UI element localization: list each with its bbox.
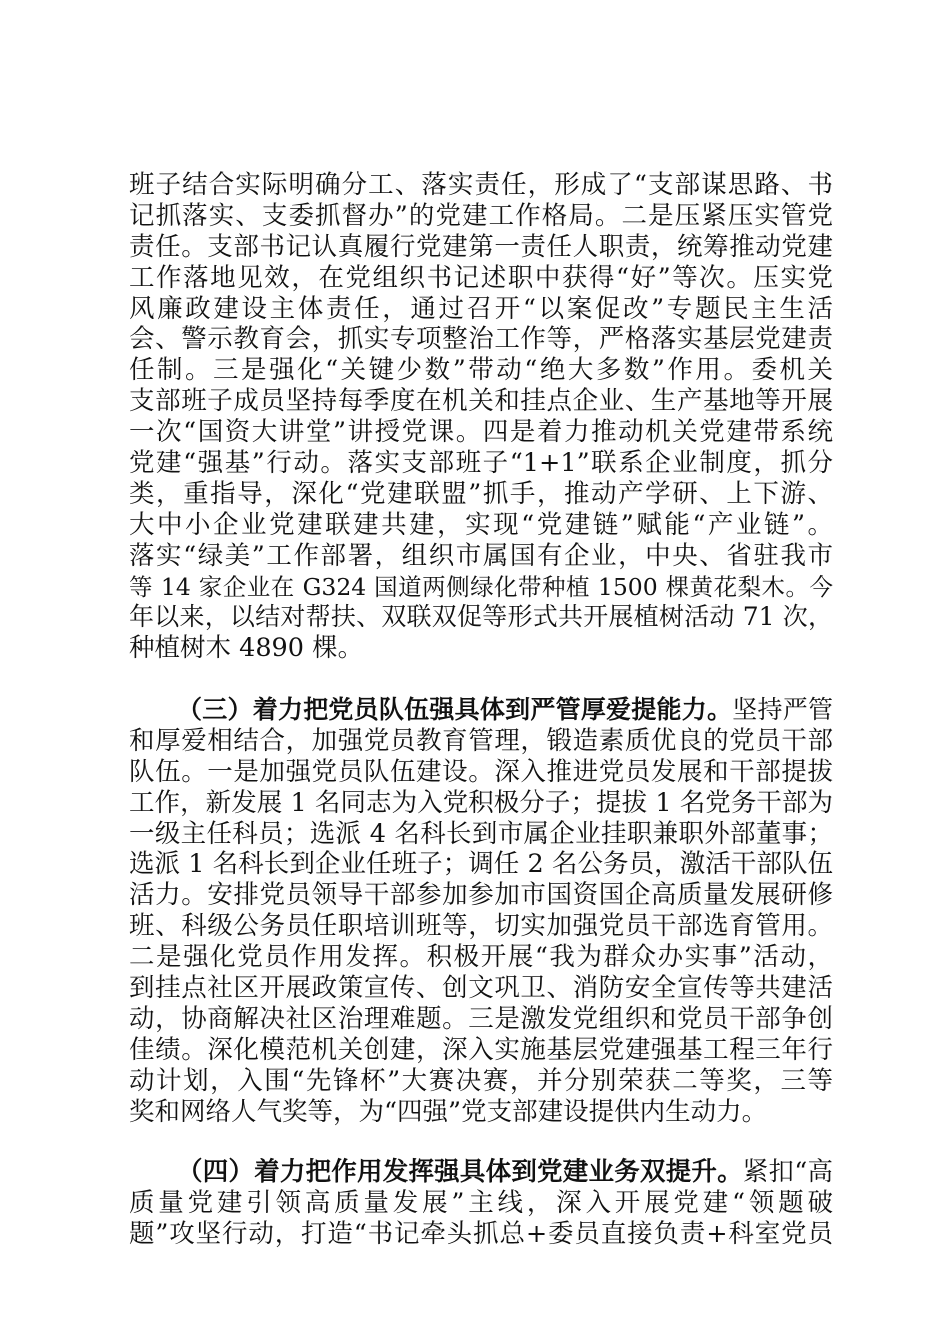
text-line: 党建“强基”行动。落实支部班子“1+1”联系企业制度，抓分 [129,448,833,479]
text-line: 佳绩。深化模范机关创建，深入实施基层党建强基工程三年行 [129,1034,833,1065]
paragraph-3 [129,1157,833,1250]
text-line: 支部班子成员坚持每季度在机关和挂点企业、生产基地等开展 [129,386,833,417]
text-line: 记抓落实、支委抓督办”的党建工作格局。二是压紧压实管党 [129,200,833,231]
text-line: 大中小企业党建联建共建，实现“党建链”赋能“产业链”。 [129,509,833,540]
section-heading: （三）着力把党员队伍强具体到严管厚爱提能力。 [177,694,733,724]
text-line: 一级主任科员；选派 4 名科长到市属企业挂职兼职外部董事； [129,818,833,849]
text-line: 责任。支部书记认真履行党建第一责任人职责，统筹推动党建 [129,231,833,262]
text-line: 落实“绿美”工作部署，组织市属国有企业，中央、省驻我市 [129,540,833,571]
text-line: 题”攻坚行动，打造“书记牵头抓总+委员直接负责+科室党员 [129,1218,833,1249]
text-line: 到挂点社区开展政策宣传、创文巩卫、消防安全宣传等共建活 [129,972,833,1003]
text-line: 风廉政建设主体责任，通过召开“以案促改”专题民主生活 [129,293,833,324]
text-line: 工作，新发展 1 名同志为入党积极分子；提拔 1 名党务干部为 [129,787,833,818]
document-body [129,170,833,1249]
text-line: 奖和网络人气奖等，为“四强”党支部建设提供内生动力。 [129,1096,768,1127]
text-line: 任制。三是强化“关键少数”带动“绝大多数”作用。委机关 [129,355,833,386]
paragraph-first-line [129,1157,833,1188]
text-run: 坚持严管 [732,694,833,724]
text-line: 类，重指导，深化“党建联盟”抓手，推动产学研、上下游、 [129,478,833,509]
text-line: 二是强化党员作用发挥。积极开展“我为群众办实事”活动， [129,942,833,973]
paragraph-2 [129,695,833,1127]
text-line: 选派 1 名科长到企业任班子；调任 2 名公务员，激活干部队伍 [129,849,833,880]
text-line: 质量党建引领高质量发展”主线，深入开展党建“领题破 [129,1187,833,1218]
text-line: 会、警示教育会，抓实专项整治工作等，严格落实基层党建责 [129,324,833,355]
text-line: 等 14 家企业在 G324 国道两侧绿化带种植 1500 棵黄花梨木。今 [129,572,833,601]
text-line: 种植树木 4890 棵。 [129,633,364,664]
text-line: 班子结合实际明确分工、落实责任，形成了“支部谋思路、书 [129,170,833,200]
text-line: 活力。安排党员领导干部参加参加市国资国企高质量发展研修 [129,880,833,911]
text-line: 和厚爱相结合，加强党员教育管理，锻造素质优良的党员干部 [129,725,833,756]
paragraph-1 [129,170,833,664]
text-line: 队伍。一是加强党员队伍建设。深入推进党员发展和干部提拔 [129,756,833,787]
paragraph-first-line [129,695,833,726]
text-line: 班、科级公务员任职培训班等，切实加强党员干部选育管用。 [129,911,833,942]
text-line: 工作落地见效，在党组织书记述职中获得“好”等次。压实党 [129,262,833,293]
paragraph-spacing [129,664,833,695]
text-line: 动计划，入围“先锋杯”大赛决赛，并分别荣获二等奖，三等 [129,1065,833,1096]
text-line: 动，协商解决社区治理难题。三是激发党组织和党员干部争创 [129,1003,833,1034]
section-heading: （四）着力把作用发挥强具体到党建业务双提升。 [177,1156,743,1187]
text-line: 一次“国资大讲堂”讲授党课。四是着力推动机关党建带系统 [129,417,833,448]
paragraph-spacing [129,1127,833,1156]
text-line: 年以来，以结对帮扶、双联双促等形式共开展植树活动 71 次， [129,602,833,632]
text-run: 紧扣“高 [742,1156,833,1187]
